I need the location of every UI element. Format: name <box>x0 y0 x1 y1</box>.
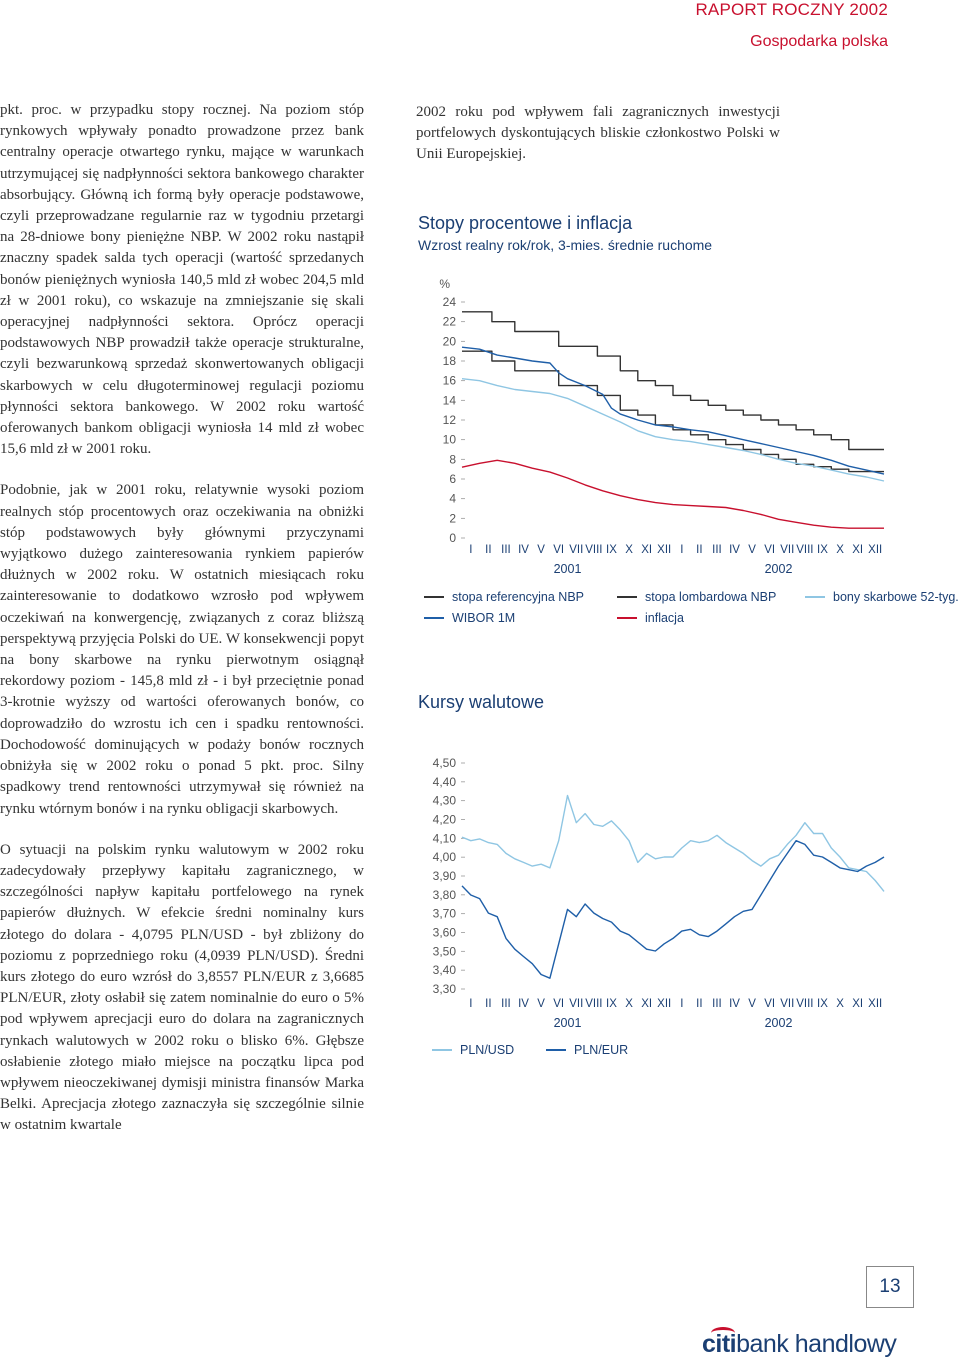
y-tick-label: 8 <box>449 452 456 467</box>
paragraph: Podobnie, jak w 2001 roku, relatywnie wysoki poziom realnych stóp procentowych oraz oczekiwania na obniżki stóp podstawowych były głównymi przyczynami wyjątkowo dużego zainteresowania rynkiem papierów dłużnych w 2002 roku. W ostatnich miesiącach roku zainteresowanie to dodatkowo wzrosło pod wpływem oczekiwań na konwergencję, związanych z coraz bliższą perspektywą przyjęcia Polski do UE. W konsekwencji popyt na bony skarbowe na rynku pierwotnym osiągnął rekordowy poziom - 145,8 mld zł - i był przeciętnie ponad 3-krotnie wyższy od wartości oferowanych bonów, co doprowadziło do wzrostu ich cen i spadku rentowności. Dochodowość dominujących w podaży bonów rocznych obniżyła się w 2002 roku o ponad 5 pkt. proc. Silny spadkowy trend rentowności utrzymywał się również na rynku wtórnym bonów i na rynku obligacji skarbowych. <box>0 482 364 817</box>
year-label: 2002 <box>764 1016 793 1030</box>
y-tick-label: 3,60 <box>432 925 456 940</box>
y-tick-label: 4 <box>449 491 456 506</box>
y-tick-label: 10 <box>442 432 456 447</box>
month-label: XII <box>868 544 883 556</box>
month-label: IV <box>518 544 529 556</box>
month-label: V <box>748 544 756 556</box>
month-label: XI <box>641 998 653 1010</box>
series-line <box>462 796 884 892</box>
month-label: VII <box>569 544 584 556</box>
month-label: XII <box>657 544 672 556</box>
month-label: VII <box>569 998 584 1010</box>
page-number: 13 <box>866 1266 914 1308</box>
y-tick-label: 6 <box>449 472 456 486</box>
month-label: I <box>469 998 473 1010</box>
month-label: VIII <box>796 544 814 556</box>
series-line <box>462 841 884 979</box>
logo-rest: bank handlowy <box>736 1330 897 1358</box>
y-tick-label: 0 <box>449 531 456 545</box>
y-tick-label: 3,30 <box>432 982 456 996</box>
month-label: IX <box>817 544 828 556</box>
citi-bank-handlowy-logo <box>702 1330 896 1359</box>
month-label: V <box>537 998 545 1010</box>
report-title: RAPORT ROCZNY 2002 <box>695 0 888 19</box>
legend-label: PLN/EUR <box>574 1043 629 1057</box>
month-label: VII <box>780 998 795 1010</box>
month-label: XII <box>657 998 672 1010</box>
y-tick-label: 3,50 <box>432 944 456 959</box>
y-tick-label: 4,20 <box>432 812 456 827</box>
month-label: XII <box>868 998 883 1010</box>
y-tick-label: 3,40 <box>432 963 456 978</box>
legend-label: bony skarbowe 52-tyg. <box>833 590 959 604</box>
month-label: VIII <box>585 998 603 1010</box>
month-label: V <box>748 998 756 1010</box>
month-label: II <box>696 998 703 1010</box>
fx-chart-title: Kursy walutowe <box>418 692 545 712</box>
month-label: IX <box>606 998 617 1010</box>
y-tick-label: 4,40 <box>432 774 456 789</box>
month-label: III <box>712 998 722 1010</box>
y-tick-label: 2 <box>449 511 456 526</box>
year-label: 2001 <box>553 1016 582 1030</box>
rates-chart-subtitle: Wzrost realny rok/rok, 3-mies. średnie ruchome <box>418 237 713 253</box>
month-label: IV <box>729 544 740 556</box>
month-label: III <box>501 544 511 556</box>
month-label: II <box>696 544 703 556</box>
month-label: VI <box>764 998 776 1010</box>
month-label: X <box>625 998 633 1010</box>
y-tick-label: 14 <box>442 393 456 408</box>
month-label: I <box>680 544 684 556</box>
month-label: VI <box>553 998 565 1010</box>
y-tick-label: 4,10 <box>432 831 456 846</box>
month-label: X <box>836 544 844 556</box>
year-label: 2002 <box>764 562 793 576</box>
month-label: XI <box>852 544 864 556</box>
y-tick-label: 4,30 <box>432 793 456 808</box>
section-title: Gospodarka polska <box>750 33 888 50</box>
legend-label: stopa referencyjna NBP <box>452 590 585 604</box>
y-tick-label: 3,90 <box>432 869 456 883</box>
paragraph: pkt. proc. w przypadku stopy rocznej. Na poziom stóp rynkowych wpływały ponadto prowadzone przez bank centralny operacje otwartego rynku, mające w warunkach utrzymującej się nadpłynności sektora bankowego charakter absorbujący. Główną ich formą były operacje podstawowe, czyli przeprowadzane regularnie raz w tygodniu przetargi na 28-dniowe bony pieniężne NBP. W 2002 roku nastąpił znaczny spadek salda tych operacji (wartość sprzedanych bonów pieniężnych wyniosła 140,5 mld zł wobec 204,5 mld zł w 2001 roku), co wskazuje na zmniejszanie się skali operacyjnej nadpłynności sektora. Oprócz operacji podstawowych NBP prowadził także operacje strukturalne, czyli bezwarunkową sprzedaż skonwertowanych obligacji skarbowych w celu długoterminowej regulacji poziomu płynności sektora bankowego. W 2002 roku wartość oferowanych bankom obligacji wyniosła 14 mld zł wobec 15,6 mld zł w 2001 roku. <box>0 102 364 458</box>
month-label: III <box>712 544 722 556</box>
y-tick-label: 3,80 <box>432 887 456 902</box>
y-tick-label: 4,50 <box>432 756 456 770</box>
month-label: VIII <box>796 998 814 1010</box>
y-tick-label: 12 <box>442 413 456 427</box>
y-tick-label: 16 <box>442 373 456 388</box>
right-intro-text: 2002 roku pod wpływem fali zagranicznych inwestycji portfelowych dyskontujących bliskie członkostwo Polski w Unii Europejskiej. <box>416 104 780 163</box>
month-label: I <box>469 544 473 556</box>
month-label: V <box>537 544 545 556</box>
year-label: 2001 <box>553 562 582 576</box>
y-tick-label: 22 <box>442 314 456 329</box>
logo-citi: citi <box>702 1330 737 1358</box>
month-label: VI <box>553 544 565 556</box>
y-tick-label: 24 <box>442 295 456 309</box>
y-tick-label: 4,00 <box>432 850 456 865</box>
y-tick-label: 3,70 <box>432 906 456 921</box>
month-label: XI <box>852 998 864 1010</box>
month-label: I <box>680 998 684 1010</box>
y-tick-label: 18 <box>442 354 456 368</box>
legend-label: WIBOR 1M <box>452 611 516 625</box>
month-label: VI <box>764 544 776 556</box>
paragraph: O sytuacji na polskim rynku walutowym w 2002 roku zadecydowały przepływy kapitału zagranicznego, w szczególności napływ kapitału portfelowego na rynek papierów dłużnych. W efekcie średni nominalny kurs złotego do dolara - 4,0795 PLN/USD - był zbliżony do poziomu z poprzedniego roku (4,0939 PLN/USD). Średni kurs złotego do euro wzrósł do 3,8557 PLN/EUR z 3,6685 PLN/EUR, złoty osłabił się zatem nominalnie do euro o 5% pod wpływem aprecjacji euro do dolara na zagranicznych rynkach walutowych w 2002 roku o blisko 6%. Głębsze osłabienie złotego miało miejsce na początku lipca pod wpływem nieoczekiwanej dymisji ministra finansów Marka Belki. Aprecjacja złotego zaznaczyła się szczególnie silnie w ostatnim kwartale <box>0 841 364 1134</box>
y-tick-label: 20 <box>442 334 456 349</box>
month-label: IV <box>518 998 529 1010</box>
legend-label: stopa lombardowa NBP <box>645 590 777 604</box>
rates-chart-title: Stopy procentowe i inflacja <box>418 213 633 233</box>
y-axis-unit: % <box>439 277 450 291</box>
month-label: IX <box>817 998 828 1010</box>
month-label: II <box>485 544 492 556</box>
month-label: IX <box>606 544 617 556</box>
month-label: X <box>836 998 844 1010</box>
citi-arc-icon <box>711 1327 735 1339</box>
month-label: VII <box>780 544 795 556</box>
month-label: X <box>625 544 633 556</box>
legend-label: PLN/USD <box>460 1043 515 1057</box>
month-label: XI <box>641 544 653 556</box>
legend-label: inflacja <box>645 611 684 625</box>
month-label: IV <box>729 998 740 1010</box>
month-label: II <box>485 998 492 1010</box>
month-label: VIII <box>585 544 603 556</box>
month-label: III <box>501 998 511 1010</box>
